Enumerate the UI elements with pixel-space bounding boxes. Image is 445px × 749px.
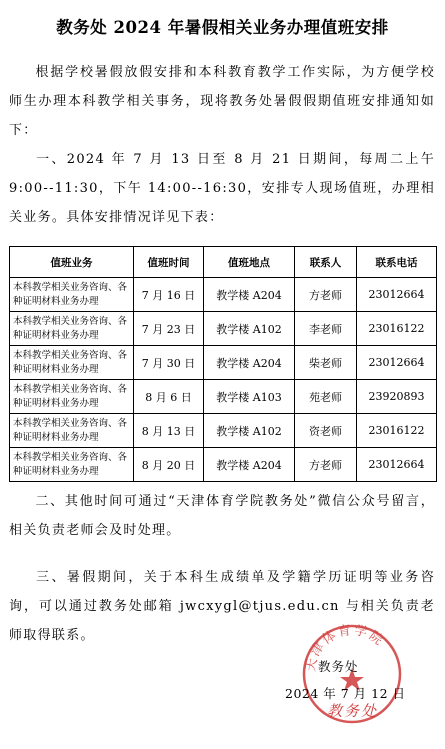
table-row bbox=[10, 414, 437, 448]
header-date: 值班时间 bbox=[134, 247, 204, 278]
header-place: 值班地点 bbox=[204, 247, 295, 278]
signature-date: 2024 年 7 月 12 日 bbox=[285, 686, 406, 701]
item-3-text: 三、暑假期间，关于本科生成绩单及学籍学历证明等业务咨询，可以通过教务处邮箱 jwcxygl@tjus.edu.cn 与相关负责老师取得联系。 bbox=[9, 570, 435, 643]
item-1-text: 一、2024 年 7 月 13 日至 8 月 21 日期间，每周二上午 9:00--11:30，下午 14:00--16:30，安排专人现场值班，办理相关业务。具体安排情况详见下表： bbox=[9, 152, 435, 225]
cell-phone: 23012664 bbox=[357, 448, 437, 482]
table-row bbox=[10, 278, 437, 312]
cell-contact: 李老师 bbox=[295, 312, 357, 346]
cell-date: 8 月 6 日 bbox=[134, 380, 204, 414]
cell-business: 本科教学相关业务咨询、各种证明材料业务办理 bbox=[10, 380, 134, 414]
cell-contact: 资老师 bbox=[295, 414, 357, 448]
cell-phone: 23016122 bbox=[357, 414, 437, 448]
duty-schedule-table bbox=[9, 246, 437, 482]
cell-contact: 方老师 bbox=[295, 278, 357, 312]
table-row bbox=[10, 448, 437, 482]
header-phone: 联系电话 bbox=[357, 247, 437, 278]
cell-place: 教学楼 A102 bbox=[204, 312, 295, 346]
table-row bbox=[10, 380, 437, 414]
cell-date: 7 月 30 日 bbox=[134, 346, 204, 380]
cell-contact: 柴老师 bbox=[295, 346, 357, 380]
cell-place: 教学楼 A103 bbox=[204, 380, 295, 414]
cell-business: 本科教学相关业务咨询、各种证明材料业务办理 bbox=[10, 346, 134, 380]
cell-business: 本科教学相关业务咨询、各种证明材料业务办理 bbox=[10, 312, 134, 346]
header-contact: 联系人 bbox=[295, 247, 357, 278]
cell-business: 本科教学相关业务咨询、各种证明材料业务办理 bbox=[10, 278, 134, 312]
document-title: 教务处 2024 年暑假相关业务办理值班安排 bbox=[56, 18, 389, 37]
intro-paragraph bbox=[9, 58, 435, 145]
cell-phone: 23016122 bbox=[357, 312, 437, 346]
table-row bbox=[10, 346, 437, 380]
item-1-paragraph bbox=[9, 145, 435, 232]
item-2-paragraph bbox=[9, 487, 435, 545]
table-row bbox=[10, 312, 437, 346]
handwritten-signature: 教务处 bbox=[327, 702, 379, 720]
signature-department: 教务处 bbox=[318, 659, 359, 674]
cell-place: 教学楼 A204 bbox=[204, 346, 295, 380]
cell-place: 教学楼 A204 bbox=[204, 448, 295, 482]
intro-text: 根据学校暑假放假安排和本科教育教学工作实际，为方便学校师生办理本科教学相关事务，现将教务处暑假假期值班安排通知如下： bbox=[9, 65, 435, 138]
table-header-row bbox=[10, 247, 437, 278]
cell-business: 本科教学相关业务咨询、各种证明材料业务办理 bbox=[10, 448, 134, 482]
cell-date: 7 月 23 日 bbox=[134, 312, 204, 346]
seal-text: 天津体育学院 bbox=[303, 622, 387, 673]
cell-contact: 方老师 bbox=[295, 448, 357, 482]
cell-contact: 苑老师 bbox=[295, 380, 357, 414]
item-2-text: 二、其他时间可通过“天津体育学院教务处”微信公众号留言，相关负责老师会及时处理。 bbox=[9, 494, 435, 538]
cell-place: 教学楼 A204 bbox=[204, 278, 295, 312]
cell-date: 8 月 13 日 bbox=[134, 414, 204, 448]
cell-phone: 23012664 bbox=[357, 278, 437, 312]
cell-phone: 23920893 bbox=[357, 380, 437, 414]
header-business: 值班业务 bbox=[10, 247, 134, 278]
cell-phone: 23012664 bbox=[357, 346, 437, 380]
cell-place: 教学楼 A102 bbox=[204, 414, 295, 448]
cell-date: 8 月 20 日 bbox=[134, 448, 204, 482]
cell-date: 7 月 16 日 bbox=[134, 278, 204, 312]
cell-business: 本科教学相关业务咨询、各种证明材料业务办理 bbox=[10, 414, 134, 448]
